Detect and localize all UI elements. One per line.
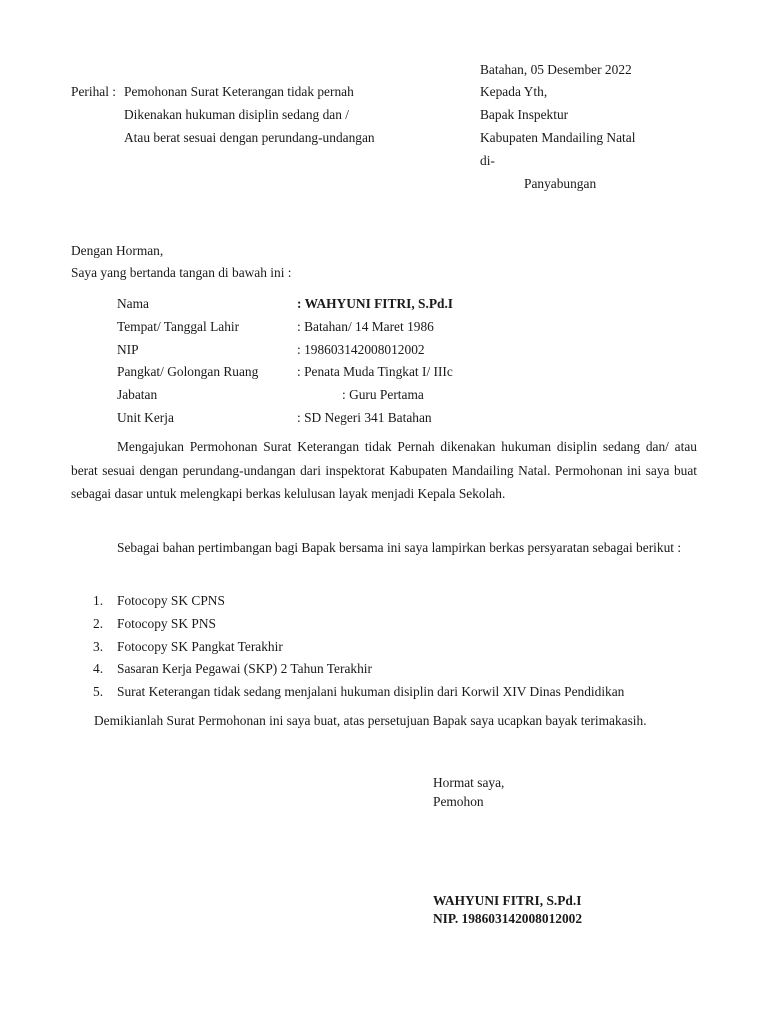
- identity-label-birth: Tempat/ Tanggal Lahir: [117, 319, 240, 334]
- list-item-number: 3.: [93, 638, 104, 654]
- identity-label-position: Jabatan: [117, 387, 158, 402]
- body-paragraph-2-text: Sebagai bahan pertimbangan bagi Bapak bersama ini saya lampirkan berkas persyaratan sebagai berikut :: [117, 540, 682, 555]
- list-item-number: 5.: [93, 684, 104, 700]
- body-paragraph-1: [71, 435, 697, 506]
- list-item-text: Fotocopy SK CPNS: [117, 593, 225, 608]
- identity-value-position: : Guru Pertama: [342, 387, 424, 402]
- identity-value-unit: : SD Negeri 341 Batahan: [297, 410, 432, 425]
- list-item-text: Fotocopy SK Pangkat Terakhir: [117, 638, 283, 654]
- identity-value-nip: : 198603142008012002: [297, 342, 425, 357]
- perihal-line-3: Atau berat sesuai dengan perundang-undangan: [124, 130, 375, 145]
- list-item-number: 1.: [93, 593, 104, 608]
- recipient-city: Panyabungan: [524, 176, 597, 191]
- identity-label-unit: Unit Kerja: [117, 410, 174, 425]
- identity-label-nip: NIP: [117, 342, 139, 357]
- closing-paragraph: [71, 709, 697, 733]
- list-item-text: Sasaran Kerja Pegawai (SKP) 2 Tahun Terakhir: [117, 661, 372, 677]
- body-paragraph-2: [71, 536, 697, 560]
- recipient-line-1: Kepada Yth,: [480, 84, 548, 99]
- recipient-line-4: di-: [480, 153, 495, 168]
- list-item-text: Fotocopy SK PNS: [117, 615, 216, 631]
- letter-date: Batahan, 05 Desember 2022: [480, 62, 632, 77]
- signature-role: Pemohon: [433, 794, 484, 809]
- identity-value-birth: : Batahan/ 14 Maret 1986: [297, 319, 434, 334]
- identity-value-name: : WAHYUNI FITRI, S.Pd.I: [297, 296, 454, 311]
- body-paragraph-1-text: Mengajukan Permohonan Surat Keterangan tidak Pernah dikenakan hukuman disiplin sedang dan/ atau berat sesuai dengan perundang-undangan dari inspektorat Kabupaten Mandailing Natal. Permohonan ini saya buat sebagai dasar untuk melengkapi berkas kelulusan layak menjadi Kepala Sekolah.: [71, 439, 697, 501]
- list-item-number: 2.: [93, 615, 104, 631]
- signature-name: WAHYUNI FITRI, S.Pd.I: [433, 893, 582, 908]
- list-item-number: 4.: [93, 661, 104, 677]
- intro-line: Saya yang bertanda tangan di bawah ini :: [71, 265, 292, 280]
- recipient-line-3: Kabupaten Mandailing Natal: [480, 130, 636, 145]
- perihal-line-1: Pemohonan Surat Keterangan tidak pernah: [124, 84, 354, 99]
- recipient-line-2: Bapak Inspektur: [480, 107, 569, 122]
- identity-value-rank: : Penata Muda Tingkat I/ IIIc: [297, 364, 453, 379]
- greeting: Dengan Horman,: [71, 243, 164, 258]
- perihal-label: Perihal :: [71, 84, 116, 99]
- closing-paragraph-text: Demikianlah Surat Permohonan ini saya buat, atas persetujuan Bapak saya ucapkan bayak terimakasih.: [94, 713, 647, 728]
- signature-nip: NIP. 198603142008012002: [433, 911, 583, 926]
- perihal-line-2: Dikenakan hukuman disiplin sedang dan /: [124, 107, 349, 122]
- identity-label-rank: Pangkat/ Golongan Ruang: [117, 364, 259, 379]
- signature-salutation: Hormat saya,: [433, 775, 505, 790]
- list-item-text: Surat Keterangan tidak sedang menjalani hukuman disiplin dari Korwil XIV Dinas Pendidikan: [117, 684, 625, 700]
- identity-label-name: Nama: [117, 296, 149, 311]
